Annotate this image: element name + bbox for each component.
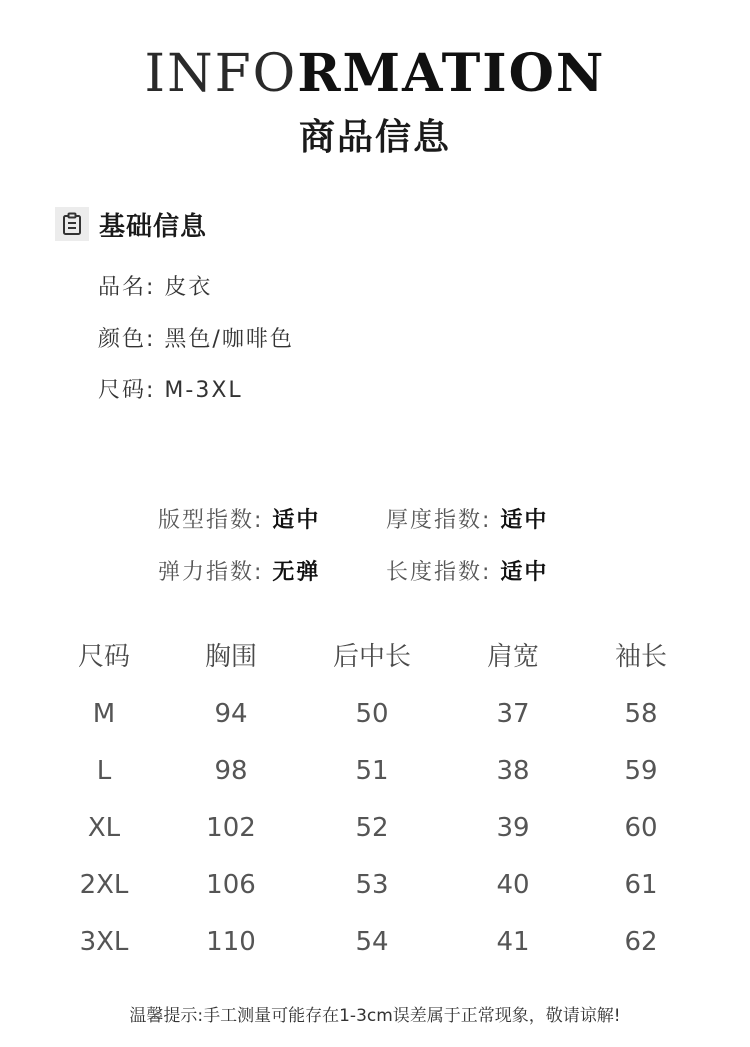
index-elasticity xyxy=(158,558,320,588)
size-table-cell: 60 xyxy=(624,813,658,843)
index-value: 适中 xyxy=(500,508,549,533)
index-key: 弹力指数: xyxy=(158,560,264,585)
size-table-cell: 106 xyxy=(206,870,256,900)
size-table-header: 胸围 xyxy=(204,642,257,672)
size-table-cell: 37 xyxy=(496,699,530,729)
info-row-size: 尺码: M-3XL xyxy=(98,378,243,403)
size-table-cell: 53 xyxy=(355,870,389,900)
size-table-cell: 94 xyxy=(214,699,248,729)
size-table-cell: 38 xyxy=(496,756,530,786)
page-subtitle: 商品信息 xyxy=(298,117,451,158)
size-table-cell: 40 xyxy=(496,870,530,900)
index-length xyxy=(386,558,548,588)
index-value: 适中 xyxy=(272,508,321,533)
size-table-cell: L xyxy=(96,756,112,786)
size-table-cell: 3XL xyxy=(79,927,129,957)
size-table-cell: 110 xyxy=(206,927,256,957)
index-key: 厚度指数: xyxy=(386,508,492,533)
size-table-cell: M xyxy=(92,699,116,729)
index-value: 适中 xyxy=(500,560,549,585)
index-thickness xyxy=(386,506,548,536)
size-table-cell: 2XL xyxy=(79,870,129,900)
size-table-cell: 41 xyxy=(496,927,530,957)
size-table-cell: 52 xyxy=(355,813,389,843)
title-bold-part: RMATION xyxy=(297,43,606,104)
size-table-cell: 102 xyxy=(206,813,256,843)
index-fit xyxy=(158,506,320,536)
size-table-header: 尺码 xyxy=(77,642,130,672)
size-table-header: 肩宽 xyxy=(486,642,539,672)
size-table-cell: 58 xyxy=(624,699,658,729)
measurement-note: 温馨提示:手工测量可能存在1-3cm误差属于正常现象，敬请谅解! xyxy=(129,1006,621,1026)
info-row-color: 颜色: 黑色/咖啡色 xyxy=(98,327,294,352)
size-table-cell: 61 xyxy=(624,870,658,900)
page-title xyxy=(0,44,750,104)
index-key: 版型指数: xyxy=(158,508,264,533)
size-table-cell: 50 xyxy=(355,699,389,729)
size-table-cell: 59 xyxy=(624,756,658,786)
size-table-cell: 62 xyxy=(624,927,658,957)
clipboard-icon xyxy=(55,207,89,241)
title-thin-part: INFO xyxy=(144,44,298,104)
index-key: 长度指数: xyxy=(386,560,492,585)
size-table-cell: 51 xyxy=(355,756,389,786)
size-table-cell: 98 xyxy=(214,756,248,786)
size-table-cell: XL xyxy=(87,813,121,843)
size-table-cell: 39 xyxy=(496,813,530,843)
basic-info-header xyxy=(55,206,207,242)
info-row-name: 品名: 皮衣 xyxy=(98,275,213,300)
size-table-header: 袖长 xyxy=(614,642,667,672)
size-table-header: 后中长 xyxy=(332,642,411,672)
basic-info-label: 基础信息 xyxy=(99,211,208,242)
size-table-cell: 54 xyxy=(355,927,389,957)
index-value: 无弹 xyxy=(272,560,321,585)
